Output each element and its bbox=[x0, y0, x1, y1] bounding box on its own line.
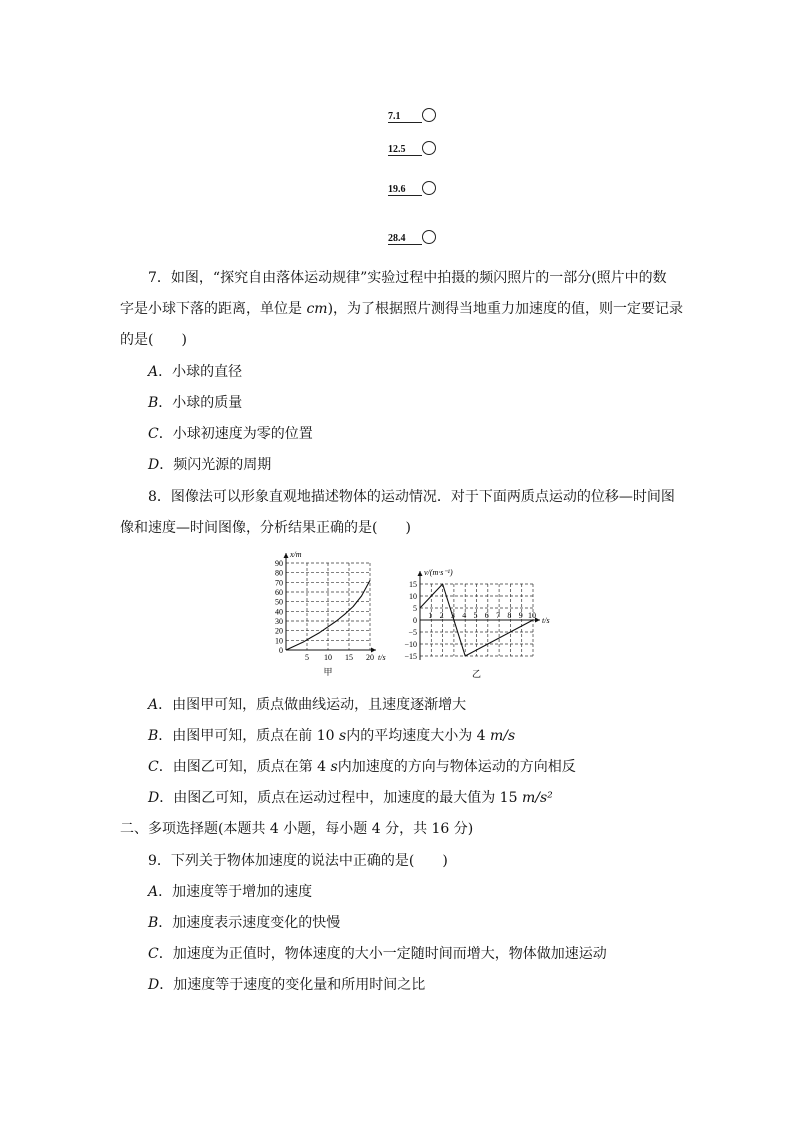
option-text: ．加速度等于增加的速度 bbox=[158, 884, 313, 900]
q7-option-c bbox=[148, 424, 313, 444]
unit-text: s bbox=[330, 759, 338, 775]
q7-option-b bbox=[148, 393, 242, 413]
y-tick-label: 80 bbox=[275, 568, 283, 578]
option-letter: D bbox=[148, 790, 160, 806]
unit-text: m/s bbox=[490, 728, 516, 744]
x-tick-label: 15 bbox=[345, 653, 353, 662]
x-tick-label: 2 bbox=[439, 611, 444, 620]
q7-stem-text: )，为了根据照片测得当地重力加速度的值，则一定要记录 bbox=[327, 301, 684, 317]
strobe-tick-line bbox=[388, 244, 422, 245]
x-axis-arrow bbox=[371, 648, 376, 653]
q7-stem-line-3: 的是( ) bbox=[120, 332, 187, 348]
option-letter: B bbox=[148, 728, 159, 744]
option-letter: C bbox=[148, 426, 159, 442]
q7-stem-line-2 bbox=[120, 299, 683, 319]
x-tick-label: 10 bbox=[324, 653, 332, 662]
q9-option-b bbox=[148, 913, 340, 933]
strobe-reading: 7.1 bbox=[388, 111, 401, 122]
q9-option-c bbox=[148, 944, 607, 964]
option-text: ．加速度等于速度的变化量和所用时间之比 bbox=[159, 977, 426, 993]
chart-jia-svg bbox=[262, 547, 392, 683]
option-text: ．加速度为正值时，物体速度的大小一定随时间而增大，物体做加速运动 bbox=[158, 946, 607, 962]
x-tick-label: 8 bbox=[507, 611, 512, 620]
q7-stem-text: 字是小球下落的距离，单位是 bbox=[120, 301, 307, 317]
y-tick-label: 50 bbox=[275, 597, 283, 607]
option-text: ．由图乙可知，质点在第 4 bbox=[158, 759, 331, 775]
q8-option-a bbox=[148, 695, 466, 715]
strobe-tick-line bbox=[388, 155, 422, 156]
ball-icon bbox=[422, 108, 436, 122]
x-axis-label: t/s bbox=[542, 616, 550, 625]
strobe-reading: 12.5 bbox=[388, 144, 406, 155]
option-letter: A bbox=[148, 884, 159, 900]
y-tick-label: 60 bbox=[275, 588, 283, 597]
option-text: ．小球初速度为零的位置 bbox=[158, 426, 313, 442]
chart-jia bbox=[262, 547, 392, 687]
x-tick-label: 20 bbox=[366, 653, 374, 662]
y-axis-label: x/m bbox=[290, 550, 302, 559]
option-letter: B bbox=[148, 395, 159, 411]
q8-stem-line-1: 8．图像法可以形象直观地描述物体的运动情况．对于下面两质点运动的位移—时间图 bbox=[148, 489, 675, 505]
x-tick-label: 7 bbox=[496, 611, 501, 620]
x-tick-label: 4 bbox=[462, 611, 467, 620]
chart-caption: 甲 bbox=[323, 667, 333, 677]
x-tick-label: 9 bbox=[518, 611, 523, 620]
q9-option-a bbox=[148, 882, 312, 902]
strobe-row bbox=[388, 141, 448, 157]
x-tick-label: 5 bbox=[305, 653, 309, 662]
q8-option-c bbox=[148, 757, 576, 777]
strobe-tick-line bbox=[388, 195, 422, 196]
option-text: ．小球的质量 bbox=[158, 395, 243, 411]
y-axis-arrow bbox=[418, 571, 423, 576]
q8-option-d bbox=[148, 788, 553, 808]
strobe-tick-line bbox=[388, 122, 422, 123]
q9-stem: 9．下列关于物体加速度的说法中正确的是( ) bbox=[148, 853, 448, 869]
ball-icon bbox=[422, 141, 436, 155]
option-letter: D bbox=[148, 977, 160, 993]
x-tick-label: 3 bbox=[450, 611, 455, 620]
q7-stem-line-1: 7．如图，“探究自由落体运动规律”实验过程中拍摄的频闪照片的一部分(照片中的数 bbox=[148, 270, 667, 286]
section-heading: 二、多项选择题(本题共 4 小题，每小题 4 分，共 16 分) bbox=[120, 821, 474, 837]
x-tick-label: 10 bbox=[528, 611, 536, 620]
x-tick-label: 1 bbox=[428, 611, 433, 620]
option-letter: B bbox=[148, 915, 159, 931]
y-tick-label: 30 bbox=[275, 617, 283, 626]
option-text: ．频闪光源的周期 bbox=[159, 457, 272, 473]
option-text: ．由图甲可知，质点在前 10 bbox=[158, 728, 340, 744]
option-text: 内加速度的方向与物体运动的方向相反 bbox=[337, 759, 576, 775]
chart-caption: 乙 bbox=[471, 669, 482, 679]
chart-yi bbox=[398, 565, 558, 689]
option-letter: C bbox=[148, 946, 159, 962]
y-tick-label: 40 bbox=[275, 607, 283, 617]
option-letter: D bbox=[148, 457, 160, 473]
option-letter: C bbox=[148, 759, 159, 775]
y-tick-label: −15 bbox=[404, 652, 417, 661]
option-letter: A bbox=[148, 697, 159, 713]
y-tick-label: −10 bbox=[404, 640, 417, 649]
strobe-row bbox=[388, 230, 448, 246]
strobe-reading: 19.6 bbox=[388, 184, 406, 195]
y-axis-label: v/(m·s⁻¹) bbox=[424, 568, 453, 577]
y-tick-label: 20 bbox=[275, 626, 283, 636]
option-text: ．由图乙可知，质点在运动过程中，加速度的最大值为 15 bbox=[159, 790, 522, 806]
y-tick-label: 70 bbox=[275, 578, 283, 588]
strobe-reading: 28.4 bbox=[388, 233, 406, 244]
unit-text: m/s² bbox=[521, 790, 553, 806]
q8-stem-line-2: 像和速度—时间图像，分析结果正确的是( ) bbox=[120, 520, 411, 536]
q8-option-b bbox=[148, 726, 515, 746]
q9-option-d bbox=[148, 975, 425, 995]
option-letter: A bbox=[148, 364, 159, 380]
option-text: ．加速度表示速度变化的快慢 bbox=[158, 915, 341, 931]
x-tick-label: 6 bbox=[484, 611, 489, 620]
x-tick-label: 5 bbox=[473, 611, 478, 620]
y-tick-label: 10 bbox=[275, 636, 283, 646]
option-text: ．小球的直径 bbox=[158, 364, 243, 380]
y-tick-label: 5 bbox=[413, 604, 417, 613]
x-axis-label: t/s bbox=[378, 653, 386, 662]
unit-text: cm bbox=[306, 301, 328, 317]
q7-option-a bbox=[148, 362, 242, 382]
y-tick-label: 15 bbox=[409, 580, 417, 589]
y-tick-label: −5 bbox=[408, 628, 417, 637]
chart-yi-svg bbox=[398, 565, 558, 685]
y-tick-label: 0 bbox=[279, 646, 283, 655]
y-tick-label: 90 bbox=[275, 559, 283, 568]
y-axis-arrow bbox=[284, 553, 289, 558]
strobe-row bbox=[388, 108, 448, 124]
strobe-row bbox=[388, 181, 448, 197]
y-tick-label: 0 bbox=[413, 616, 417, 625]
y-tick-label: 10 bbox=[409, 592, 417, 601]
ball-icon bbox=[422, 230, 436, 244]
unit-text: s bbox=[339, 728, 347, 744]
option-text: ．由图甲可知，质点做曲线运动，且速度逐渐增大 bbox=[158, 697, 467, 713]
ball-icon bbox=[422, 181, 436, 195]
q7-option-d bbox=[148, 455, 271, 475]
option-text: 内的平均速度大小为 4 bbox=[346, 728, 491, 744]
